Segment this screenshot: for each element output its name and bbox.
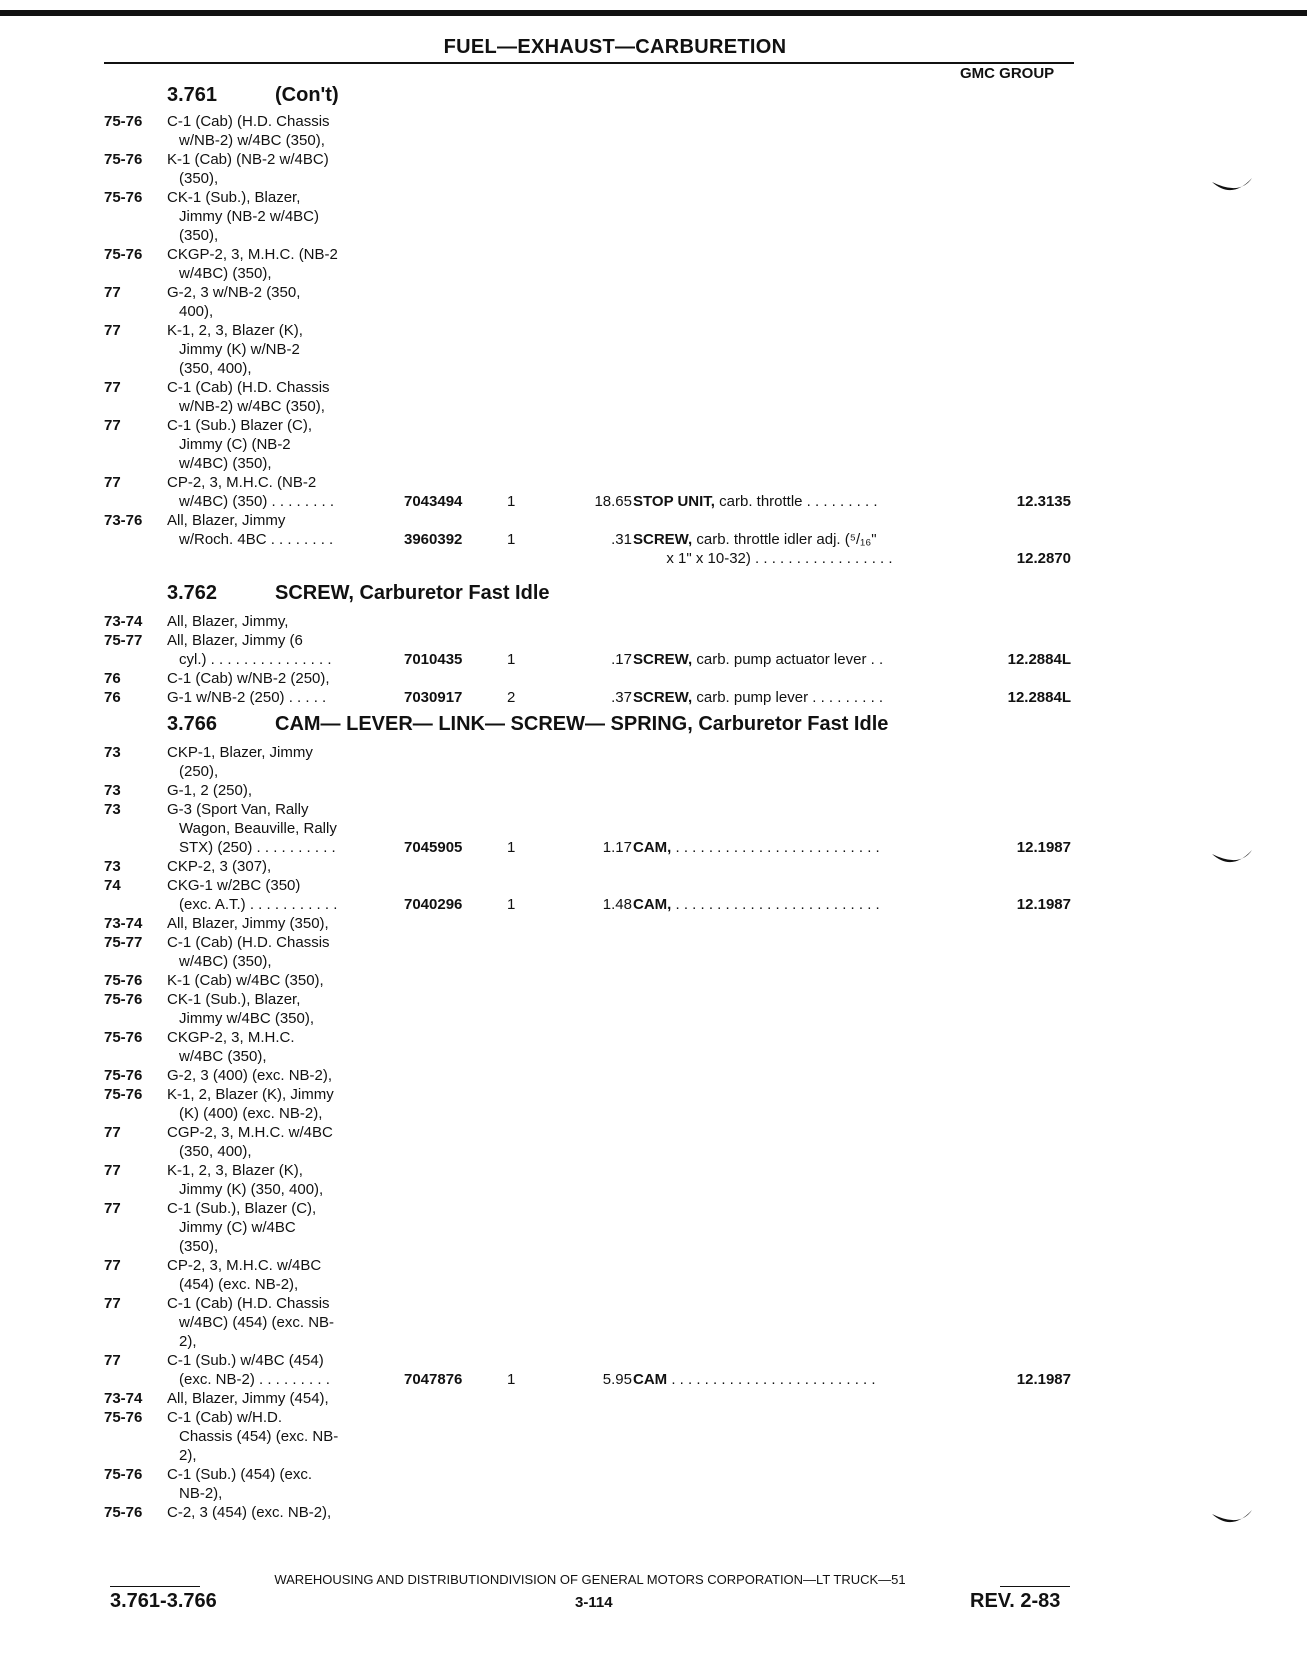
footer-rule-right [1000, 1586, 1070, 1587]
model-year: 77 [104, 1295, 121, 1312]
part-number: 7040296 [404, 896, 463, 913]
application-text: C-1 (Cab) w/NB-2 (250), [167, 670, 330, 687]
part-detail: . . . . . . . . . . . . . . . . . . . . . . . . . [671, 839, 880, 856]
application-text: 2), [179, 1333, 197, 1350]
application-text: (K) (400) (exc. NB-2), [179, 1105, 323, 1122]
model-year: 75-76 [104, 972, 143, 989]
binder-hole-mark [1210, 176, 1254, 198]
model-year: 75-76 [104, 189, 143, 206]
application-text: w/4BC) (350), [179, 455, 272, 472]
price: 18.65 [594, 493, 632, 510]
part-number: 7045905 [404, 839, 463, 856]
application-text: G-2, 3 (400) (exc. NB-2), [167, 1067, 333, 1084]
application-text: (350), [179, 227, 219, 244]
application-text: G-3 (Sport Van, Rally [167, 801, 309, 818]
application-text: CKP-2, 3 (307), [167, 858, 272, 875]
part-description [633, 838, 880, 857]
group-number: 12.1987 [1016, 896, 1071, 913]
application-text: K-1, 2, 3, Blazer (K), [167, 322, 303, 339]
application-text: Jimmy w/4BC (350), [179, 1010, 315, 1027]
model-year: 73-74 [104, 1390, 143, 1407]
application-text: w/4BC (350), [179, 1048, 267, 1065]
application-text: w/4BC) (350), [179, 953, 272, 970]
section-number: 3.761 [167, 84, 218, 106]
top-rule [0, 10, 1307, 16]
application-text: w/4BC) (350), [179, 265, 272, 282]
application-text: All, Blazer, Jimmy [167, 512, 286, 529]
application-text: C-1 (Cab) (H.D. Chassis [167, 1295, 330, 1312]
group-number: 12.2870 [1016, 550, 1071, 567]
model-year: 73-74 [104, 915, 143, 932]
application-text: (350, 400), [179, 1143, 252, 1160]
model-year: 75-76 [104, 1029, 143, 1046]
part-name: SCREW, [633, 689, 693, 706]
model-year: 75-76 [104, 1504, 143, 1521]
model-year: 75-76 [104, 151, 143, 168]
price: .17 [611, 651, 632, 668]
part-detail: carb. pump lever . . . . . . . . . [692, 689, 884, 706]
group-number: 12.1987 [1016, 839, 1071, 856]
application-text: (exc. A.T.) . . . . . . . . . . . [179, 896, 338, 913]
group-number: 12.2884L [1007, 651, 1071, 668]
application-text: NB-2), [179, 1485, 223, 1502]
group-number: 12.2884L [1007, 689, 1071, 706]
application-text: w/Roch. 4BC . . . . . . . . [179, 531, 334, 548]
group-number: 12.3135 [1016, 493, 1071, 510]
model-year: 76 [104, 670, 121, 687]
model-year: 75-76 [104, 1086, 143, 1103]
model-year: 77 [104, 1162, 121, 1179]
model-year: 75-77 [104, 632, 143, 649]
part-description [633, 530, 877, 549]
application-text: w/NB-2) w/4BC (350), [179, 398, 325, 415]
part-name: CAM, [633, 839, 672, 856]
application-text: CK-1 (Sub.), Blazer, [167, 189, 301, 206]
quantity: 1 [507, 651, 516, 668]
application-text: C-1 (Cab) (H.D. Chassis [167, 113, 330, 130]
part-name: STOP UNIT, [633, 493, 715, 510]
application-text: K-1 (Cab) w/4BC (350), [167, 972, 324, 989]
section-title: SCREW, Carburetor Fast Idle [275, 582, 550, 604]
section-title: CAM— LEVER— LINK— SCREW— SPRING, Carburetor Fast Idle [275, 713, 889, 735]
footer-section-range: 3.761-3.766 [110, 1590, 217, 1612]
model-year: 75-76 [104, 1409, 143, 1426]
footer-revision: REV. 2-83 [970, 1590, 1061, 1612]
application-text: (250), [179, 763, 219, 780]
price: .31 [611, 531, 632, 548]
application-text: w/4BC) (350) . . . . . . . . [179, 493, 335, 510]
application-text: C-2, 3 (454) (exc. NB-2), [167, 1504, 332, 1521]
application-text: K-1, 2, Blazer (K), Jimmy [167, 1086, 334, 1103]
application-text: (454) (exc. NB-2), [179, 1276, 299, 1293]
part-name: SCREW, [633, 531, 693, 548]
application-text: K-1, 2, 3, Blazer (K), [167, 1162, 303, 1179]
part-description [633, 1370, 876, 1389]
binder-hole-mark [1210, 848, 1254, 870]
application-text: STX) (250) . . . . . . . . . . [179, 839, 336, 856]
application-text: CP-2, 3, M.H.C. w/4BC [167, 1257, 322, 1274]
binder-hole-mark [1210, 1508, 1254, 1530]
part-description [633, 650, 883, 669]
part-number: 3960392 [404, 531, 463, 548]
part-name: SCREW, [633, 651, 693, 668]
application-text: 2), [179, 1447, 197, 1464]
part-detail: . . . . . . . . . . . . . . . . . . . . . . . . . [667, 1371, 876, 1388]
model-year: 77 [104, 1352, 121, 1369]
application-text: G-2, 3 w/NB-2 (350, [167, 284, 301, 301]
part-detail: carb. pump actuator lever . . [692, 651, 884, 668]
model-year: 73 [104, 782, 121, 799]
part-number: 7047876 [404, 1371, 463, 1388]
application-text: Jimmy (K) (350, 400), [179, 1181, 324, 1198]
model-year: 77 [104, 417, 121, 434]
application-text: cyl.) . . . . . . . . . . . . . . . [179, 651, 332, 668]
section-heading [167, 84, 339, 107]
model-year: 77 [104, 284, 121, 301]
model-year: 73 [104, 744, 121, 761]
part-number: 7043494 [404, 493, 463, 510]
part-description [633, 492, 878, 511]
application-text: G-1, 2 (250), [167, 782, 253, 799]
model-year: 77 [104, 379, 121, 396]
application-text: w/NB-2) w/4BC (350), [179, 132, 325, 149]
application-text: C-1 (Sub.), Blazer (C), [167, 1200, 317, 1217]
application-text: Jimmy (C) w/4BC [179, 1219, 296, 1236]
part-name: CAM [633, 1371, 668, 1388]
part-description [633, 895, 880, 914]
model-year: 75-76 [104, 246, 143, 263]
model-year: 77 [104, 474, 121, 491]
quantity: 1 [507, 1371, 516, 1388]
application-text: CKP-1, Blazer, Jimmy [167, 744, 313, 761]
part-description-continued: x 1" x 10-32) . . . . . . . . . . . . . . . . . [633, 550, 893, 567]
part-detail: carb. throttle idler adj. (⁵/₁₆" [692, 531, 877, 548]
application-text: All, Blazer, Jimmy, [167, 613, 289, 630]
application-text: C-1 (Cab) (H.D. Chassis [167, 379, 330, 396]
group-label: GMC GROUP [960, 65, 1055, 82]
price: 5.95 [602, 1371, 632, 1388]
model-year: 73-74 [104, 613, 143, 630]
price: 1.17 [602, 839, 632, 856]
application-text: (350, 400), [179, 360, 252, 377]
application-text: G-1 w/NB-2 (250) . . . . . [167, 689, 327, 706]
section-heading [167, 713, 888, 736]
model-year: 77 [104, 1257, 121, 1274]
application-text: Wagon, Beauville, Rally [179, 820, 337, 837]
model-year: 77 [104, 1200, 121, 1217]
application-text: CKGP-2, 3, M.H.C. (NB-2 [167, 246, 338, 263]
section-title: (Con't) [275, 84, 339, 106]
model-year: 76 [104, 689, 121, 706]
footer-page-number: 3-114 [575, 1594, 613, 1611]
application-text: C-1 (Cab) (H.D. Chassis [167, 934, 330, 951]
application-text: All, Blazer, Jimmy (350), [167, 915, 329, 932]
model-year: 75-77 [104, 934, 143, 951]
footer-publisher: WAREHOUSING AND DISTRIBUTIONDIVISION OF GENERAL MOTORS CORPORATION—LT TRUCK—51 [274, 1572, 906, 1587]
section-number: 3.766 [167, 713, 218, 735]
model-year: 74 [104, 877, 121, 894]
application-text: Jimmy (NB-2 w/4BC) [179, 208, 320, 225]
application-text: (350), [179, 1238, 219, 1255]
application-text: (exc. NB-2) . . . . . . . . . [179, 1371, 330, 1388]
application-text: Jimmy (C) (NB-2 [179, 436, 291, 453]
application-text: (350), [179, 170, 219, 187]
application-text: CP-2, 3, M.H.C. (NB-2 [167, 474, 317, 491]
application-text: 400), [179, 303, 214, 320]
model-year: 75-76 [104, 1067, 143, 1084]
application-text: All, Blazer, Jimmy (6 [167, 632, 303, 649]
quantity: 1 [507, 531, 516, 548]
part-number: 7010435 [404, 651, 463, 668]
application-text: C-1 (Sub.) w/4BC (454) [167, 1352, 324, 1369]
part-name: CAM, [633, 896, 672, 913]
model-year: 75-76 [104, 113, 143, 130]
part-description [633, 688, 883, 707]
model-year: 77 [104, 1124, 121, 1141]
quantity: 1 [507, 896, 516, 913]
quantity: 1 [507, 493, 516, 510]
application-text: CK-1 (Sub.), Blazer, [167, 991, 301, 1008]
quantity: 2 [507, 689, 516, 706]
model-year: 73 [104, 858, 121, 875]
application-text: w/4BC) (454) (exc. NB- [179, 1314, 335, 1331]
model-year: 73 [104, 801, 121, 818]
model-year: 73-76 [104, 512, 143, 529]
model-year: 75-76 [104, 991, 143, 1008]
application-text: CGP-2, 3, M.H.C. w/4BC [167, 1124, 333, 1141]
model-year: 77 [104, 322, 121, 339]
application-text: C-1 (Sub.) Blazer (C), [167, 417, 313, 434]
quantity: 1 [507, 839, 516, 856]
section-number: 3.762 [167, 582, 218, 604]
part-number: 7030917 [404, 689, 463, 706]
part-detail: . . . . . . . . . . . . . . . . . . . . . . . . . [671, 896, 880, 913]
application-text: Jimmy (K) w/NB-2 [179, 341, 300, 358]
model-year: 75-76 [104, 1466, 143, 1483]
application-text: CKG-1 w/2BC (350) [167, 877, 301, 894]
group-number: 12.1987 [1016, 1371, 1071, 1388]
price: 1.48 [602, 896, 632, 913]
application-text: Chassis (454) (exc. NB- [179, 1428, 339, 1445]
application-text: All, Blazer, Jimmy (454), [167, 1390, 329, 1407]
application-text: K-1 (Cab) (NB-2 w/4BC) [167, 151, 329, 168]
section-heading [167, 582, 550, 605]
application-text: CKGP-2, 3, M.H.C. [167, 1029, 295, 1046]
title-rule [104, 62, 1074, 64]
page-title: FUEL—EXHAUST—CARBURETION [443, 36, 787, 58]
application-text: C-1 (Cab) w/H.D. [167, 1409, 283, 1426]
price: .37 [611, 689, 632, 706]
application-text: C-1 (Sub.) (454) (exc. [167, 1466, 313, 1483]
part-detail: carb. throttle . . . . . . . . . [714, 493, 878, 510]
